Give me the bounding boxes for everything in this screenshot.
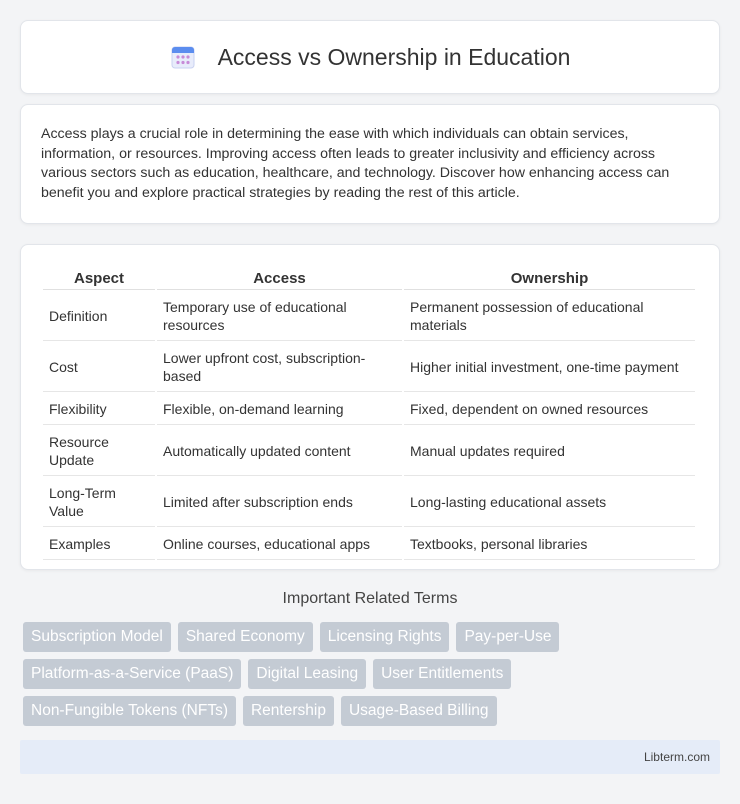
table-cell: Cost — [43, 343, 155, 392]
table-cell: Higher initial investment, one-time payment — [404, 343, 695, 392]
table-cell: Flexible, on-demand learning — [157, 394, 402, 425]
tag-row — [23, 659, 723, 689]
table-header-row — [43, 267, 695, 290]
tag-shared-economy[interactable]: Shared Economy — [178, 622, 313, 652]
table-cell: Examples — [43, 529, 155, 560]
intro-card — [20, 104, 720, 224]
footer-site-link[interactable]: Libterm.com — [643, 750, 710, 764]
intro-text: Access plays a crucial role in determining the ease with which individuals can obtain services, information, or resources. Improving access often leads to greater inclusivity and efficiency across various sectors such as education, healthcare, and technology. Discover how enhancing access can benefit you and explore practical strategies by reading the rest of this article. — [41, 126, 670, 201]
header-card — [20, 20, 720, 94]
tag-paas[interactable]: Platform-as-a-Service (PaaS) — [23, 659, 241, 689]
table-row — [43, 529, 695, 560]
comparison-table-card — [20, 244, 720, 570]
table-cell: Automatically updated content — [157, 427, 402, 476]
column-header-aspect: Aspect — [43, 267, 155, 290]
table-cell: Fixed, dependent on owned resources — [404, 394, 695, 425]
tag-digital-leasing[interactable]: Digital Leasing — [248, 659, 366, 689]
tag-licensing-rights[interactable]: Licensing Rights — [320, 622, 450, 652]
table-cell: Manual updates required — [404, 427, 695, 476]
column-header-access: Access — [157, 267, 402, 290]
table-cell: Long-lasting educational assets — [404, 478, 695, 527]
tag-nfts[interactable]: Non-Fungible Tokens (NFTs) — [23, 696, 236, 726]
tag-subscription-model[interactable]: Subscription Model — [23, 622, 171, 652]
table-cell: Online courses, educational apps — [157, 529, 402, 560]
tag-row — [23, 622, 723, 652]
table-cell: Textbooks, personal libraries — [404, 529, 695, 560]
tag-usage-based-billing[interactable]: Usage-Based Billing — [341, 696, 497, 726]
related-terms-tags — [23, 622, 723, 733]
table-row — [43, 292, 695, 341]
tag-rentership[interactable]: Rentership — [243, 696, 334, 726]
page-title: Access vs Ownership in Education — [217, 43, 571, 70]
table-cell: Flexibility — [43, 394, 155, 425]
table-row — [43, 394, 695, 425]
table-row — [43, 427, 695, 476]
table-cell: Resource Update — [43, 427, 155, 476]
tag-user-entitlements[interactable]: User Entitlements — [373, 659, 511, 689]
tag-pay-per-use[interactable]: Pay-per-Use — [456, 622, 559, 652]
table-cell: Permanent possession of educational materials — [404, 292, 695, 341]
comparison-table — [41, 265, 697, 562]
table-cell: Long-Term Value — [43, 478, 155, 527]
table-cell: Lower upfront cost, subscription-based — [157, 343, 402, 392]
table-row — [43, 478, 695, 527]
table-cell: Definition — [43, 292, 155, 341]
tag-row — [23, 696, 723, 726]
table-cell: Temporary use of educational resources — [157, 292, 402, 341]
table-cell: Limited after subscription ends — [157, 478, 402, 527]
column-header-ownership: Ownership — [404, 267, 695, 290]
calendar-icon — [170, 44, 196, 70]
related-terms-title: Important Related Terms — [282, 590, 458, 607]
footer — [20, 740, 720, 774]
table-row — [43, 343, 695, 392]
